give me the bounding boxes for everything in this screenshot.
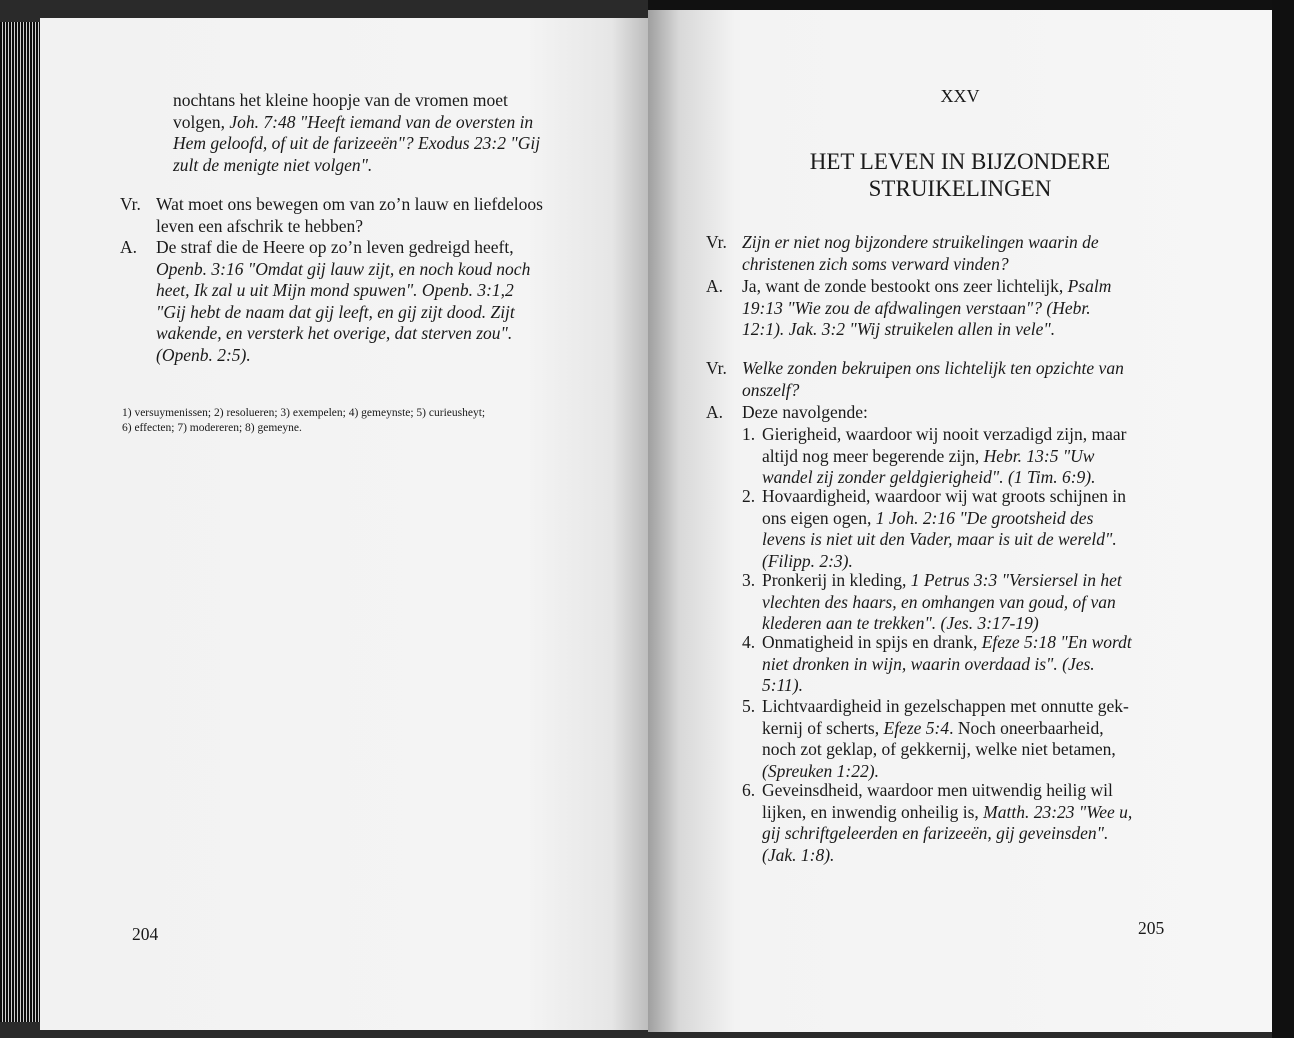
list-item [762,632,1169,697]
text-line: lijken, en inwendig onheilig is, Matth. 23:23 "Wee u, [762,801,1133,822]
text-line: (Jak. 1:8). [762,844,835,865]
answer-label: A. [706,402,724,422]
text-line: nochtans het kleine hoopje van de vromen moet [173,90,508,110]
question-label: Vr. [120,194,141,214]
list-item [762,424,1169,489]
list-number: 3. [742,570,756,590]
text-line: niet dronken in wijn, waarin overdaad is". (Jes. [762,653,1095,674]
text-line: 19:13 "Wie zou de afdwalingen verstaan"? (Hebr. [742,297,1091,318]
chapter-title-line: STRUIKELINGEN [868,176,1052,201]
text-line: zult de menigte niet volgen". [173,154,373,175]
text-line: De straf die de Heere op zo’n leven gedreigd heeft, [156,237,514,257]
page-edges-left [0,22,40,1022]
answer-label: A. [120,237,138,257]
chapter-number: XXV [940,86,980,106]
text-line: (Openb. 2:5). [156,344,251,365]
answer-label: A. [706,276,724,296]
text-line: wakende, en versterk het overige, dat sterven zou". [156,323,513,344]
text-line: Gierigheid, waardoor wij nooit verzadigd zijn, maar [762,424,1127,444]
text-line: Lichtvaardigheid in gezelschappen met onnutte gek- [762,696,1129,716]
book-cover-edge-right [1272,0,1294,1038]
text-line: noch zot geklap, of gekkernij, welke niet betamen, [762,739,1116,760]
question-label: Vr. [706,232,727,252]
footnotes [122,406,588,436]
list-number: 5. [742,696,756,716]
text-line: levens is niet uit den Vader, maar is uit de wereld". [762,529,1117,550]
text-line: (Filipp. 2:3). [762,550,853,571]
text-line: christenen zich soms verward vinden? [742,253,1009,274]
list-number: 4. [742,632,756,652]
answer-text [156,237,583,367]
page-number-right: 205 [1138,918,1165,938]
list-number: 1. [742,424,756,444]
text-line: (Spreuken 1:22). [762,760,879,781]
text-line: Wat moet ons bewegen om van zo’n lauw en liefdeloos [156,194,543,214]
text-line: Openb. 3:16 "Omdat gij lauw zijt, en noch koud noch [156,258,531,279]
text-line: wandel zij zonder geldgierigheid". (1 Tim. 6:9). [762,467,1096,488]
text-line: klederen aan te trekken". (Jes. 3:17-19) [762,613,1039,634]
text-line: kernij of scherts, Efeze 5:4. Noch oneerbaarheid, [762,717,1104,738]
text-line: heet, Ik zal u uit Mijn mond spuwen". Openb. 3:1,2 [156,280,514,301]
list-item [762,486,1169,572]
list-number: 6. [742,780,756,800]
text-line: Geveinsdheid, waardoor men uitwendig heilig wil [762,780,1113,800]
text-line: Zijn er niet nog bijzondere struikelingen waarin de [742,232,1099,252]
list-item [762,780,1169,866]
text-line: 12:1). Jak. 3:2 "Wij struikelen allen in vele". [742,319,1056,340]
list-item [762,696,1169,782]
text-line: Welke zonden bekruipen ons lichtelijk ten opzichte van [742,358,1124,378]
list-item [762,570,1169,635]
text-line: Ja, want de zonde bestookt ons zeer lichtelijk, Psalm [742,276,1112,296]
text-line: onszelf? [742,379,800,400]
text-line: altijd nog meer begerende zijn, Hebr. 13:5 "Uw [762,445,1095,466]
text-line: 5:11). [762,675,803,696]
answer-text: Deze navolgende: [742,402,868,422]
footnote-line: 1) versuymenissen; 2) resolueren; 3) exempelen; 4) gemeynste; 5) curieusheyt; [122,407,486,419]
question-label: Vr. [706,358,727,378]
text-line: Hem geloofd, of uit de farizeeën"? Exodus 23:2 "Gij [173,133,541,154]
question-text [742,358,1169,401]
text-line: gij schriftgeleerden en farizeeën, gij geveinsden". [762,823,1109,844]
page-top-edge [648,0,1272,10]
text-line: ons eigen ogen, 1 Joh. 2:16 "De grootsheid des [762,507,1094,528]
continuation-paragraph [173,90,583,176]
question-text [156,194,583,237]
text-line: Pronkerij in kleding, 1 Petrus 3:3 "Versiersel in het [762,570,1122,590]
text-line: Hovaardigheid, waardoor wij wat groots schijnen in [762,486,1127,506]
answer-text [742,276,1169,341]
left-page [40,18,648,1030]
text-line: Onmatigheid in spijs en drank, Efeze 5:18 "En wordt [762,632,1132,652]
chapter-title [648,148,1272,202]
text-line: leven een afschrik te hebben? [156,215,363,236]
footnote-line: 6) effecten; 7) modereren; 8) gemeyne. [122,422,302,434]
text-line: vlechten des haars, en omhangen van goud, of van [762,591,1116,612]
list-number: 2. [742,486,756,506]
text-line: volgen, Joh. 7:48 "Heeft iemand van de oversten in [173,111,534,132]
right-page [648,10,1272,1032]
question-text [742,232,1169,275]
chapter-title-line: HET LEVEN IN BIJZONDERE [809,149,1111,174]
text-line: "Gij hebt de naam dat gij leeft, en gij zijt dood. Zijt [156,301,515,322]
page-number-left: 204 [132,924,159,944]
